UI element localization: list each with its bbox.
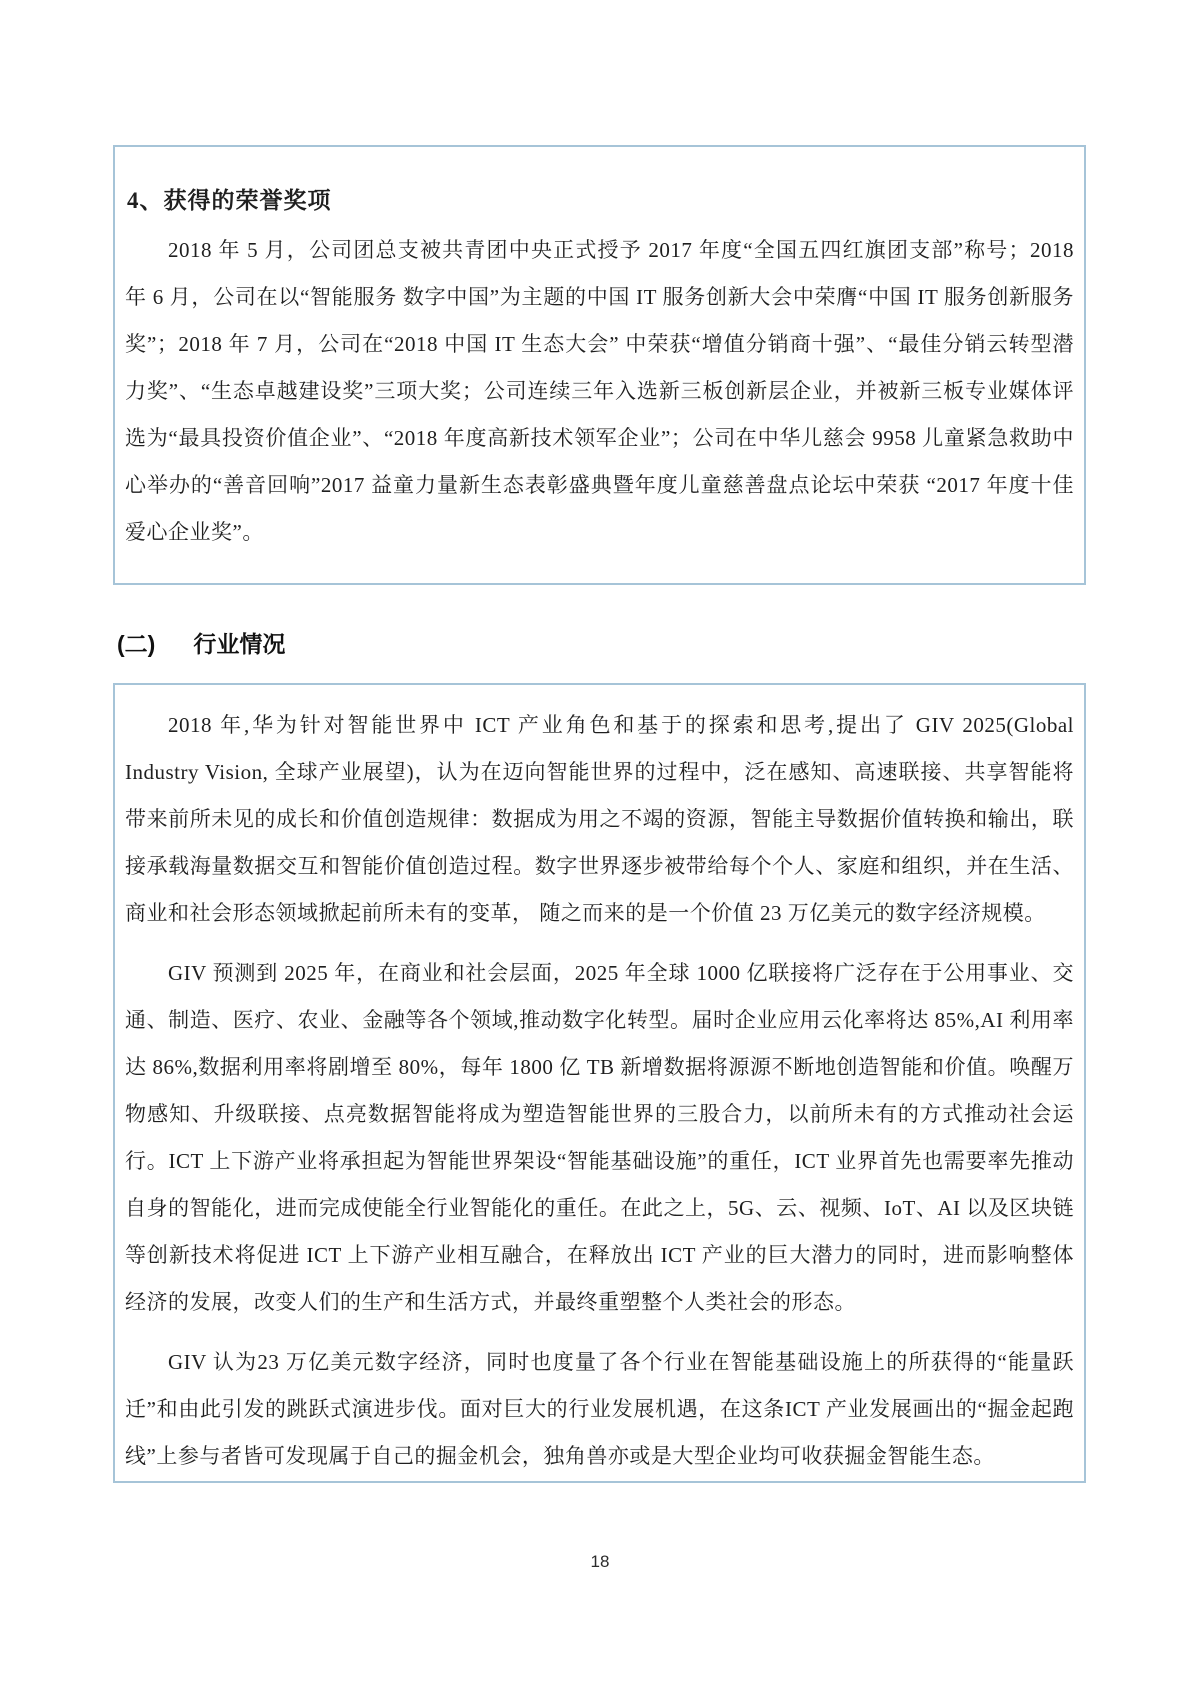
page-number: 18 [590, 1552, 610, 1571]
section-number-label: (二) [117, 631, 156, 657]
industry-box [113, 683, 1086, 1483]
honors-paragraph: 2018 年 5 月，公司团总支被共青团中央正式授予 2017 年度“全国五四红旗团支部”称号；2018 年 6 月，公司在以“智能服务 数字中国”为主题的中国 IT 服务创新大会中荣膺“中国 IT 服务创新服务奖”；2018 年 7 月，公司在“2018 中国 IT 生态大会” 中荣获“增值分销商十强”、“最佳分销云转型潜力奖”、“生态卓越建设奖”三项大奖；公司连续三年入选新三板创新层企业，并被新三板专业媒体评选为“最具投资价值企业”、“2018 年度高新技术领军企业”；公司在中华儿慈会 9958 儿童紧急救助中心举办的“善音回响”2017 益童力量新生态表彰盛典暨年度儿童慈善盘点论坛中荣获 “2017 年度十佳爱心企业奖”。 [125, 238, 1074, 544]
industry-paragraph-2: GIV 预测到 2025 年，在商业和社会层面，2025 年全球 1000 亿联接将广泛存在于公用事业、交通、制造、医疗、农业、金融等各个领域,推动数字化转型。届时企业应用云化率将达 85%,AI 利用率达 86%,数据利用率将剧增至 80%，每年 1800 亿 TB 新增数据将源源不断地创造智能和价值。唤醒万物感知、升级联接、点亮数据智能将成为塑造智能世界的三股合力，以前所未有的方式推动社会运行。ICT 上下游产业将承担起为智能世界架设“智能基础设施”的重任，ICT 业界首先也需要率先推动自身的智能化，进而完成使能全行业智能化的重任。在此之上，5G、云、视频、IoT、AI 以及区块链等创新技术将促进 ICT 上下游产业相互融合，在释放出 ICT 产业的巨大潜力的同时，进而影响整体经济的发展，改变人们的生产和生活方式，并最终重塑整个人类社会的形态。 [125, 961, 1074, 1314]
section-heading [117, 629, 285, 659]
industry-paragraph-1: 2018 年,华为针对智能世界中 ICT 产业角色和基于的探索和思考,提出了 GIV 2025(Global Industry Vision, 全球产业展望)，认为在迈向智能世界的过程中，泛在感知、高速联接、共享智能将带来前所未见的成长和价值创造规律：数据成为用之不竭的资源，智能主导数据价值转换和输出，联接承载海量数据交互和智能价值创造过程。数字世界逐步被带给每个个人、家庭和组织，并在生活、商业和社会形态领域掀起前所未有的变革， 随之而来的是一个价值 23 万亿美元的数字经济规模。 [125, 713, 1074, 925]
industry-paragraph-3: GIV 认为23 万亿美元数字经济，同时也度量了各个行业在智能基础设施上的所获得的“能量跃迁”和由此引发的跳跃式演进步伐。面对巨大的行业发展机遇，在这条ICT 产业发展画出的“掘金起跑线”上参与者皆可发现属于自己的掘金机会，独角兽亦或是大型企业均可收获掘金智能生态。 [125, 1350, 1074, 1468]
honors-heading: 4、获得的荣誉奖项 [127, 188, 332, 213]
honors-box [113, 145, 1086, 585]
section-title: 行业情况 [193, 631, 286, 657]
